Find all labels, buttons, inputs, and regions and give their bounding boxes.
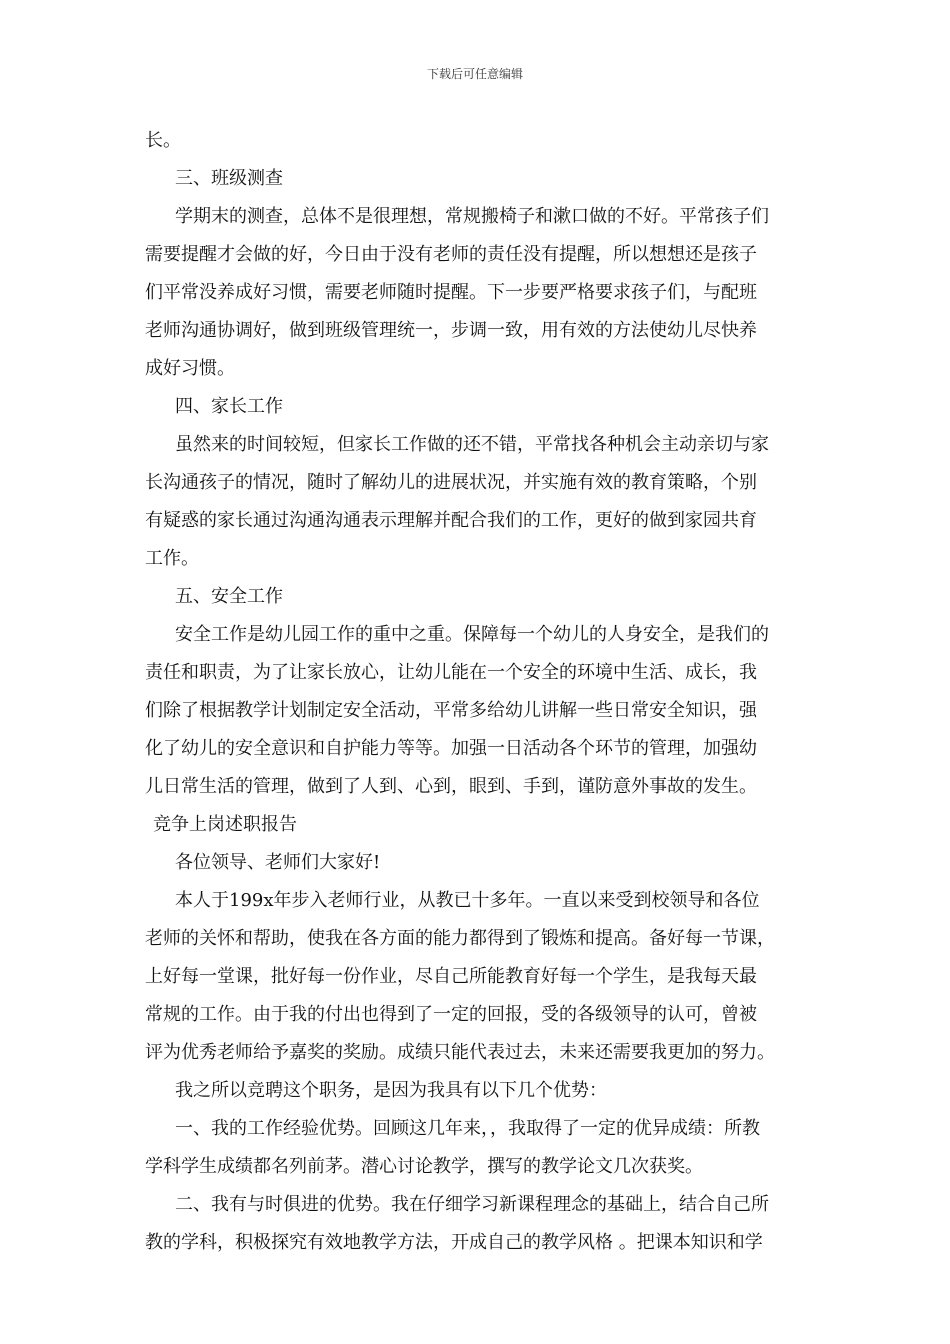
text-line: 安全工作是幼儿园工作的重中之重。保障每一个幼儿的人身安全，是我们的 bbox=[175, 624, 769, 645]
text-line: 一、我的工作经验优势。回顾这几年来，，我取得了一定的优异成绩：所教 bbox=[175, 1118, 760, 1139]
text-line: 们除了根据教学计划制定安全活动，平常多给幼儿讲解一些日常安全知识，强 bbox=[145, 700, 757, 721]
text-line: 化了幼儿的安全意识和自护能力等等。加强一日活动各个环节的管理，加强幼 bbox=[145, 738, 757, 759]
text-line: 儿日常生活的管理，做到了人到、心到，眼到、手到，谨防意外事故的发生。 bbox=[145, 776, 757, 797]
section-heading: 四、家长工作 bbox=[175, 396, 283, 417]
text-line: 老师沟通协调好，做到班级管理统一，步调一致，用有效的方法使幼儿尽快养 bbox=[145, 320, 757, 341]
text-line: 学期末的测查，总体不是很理想，常规搬椅子和漱口做的不好。平常孩子们 bbox=[175, 206, 769, 227]
section-heading: 三、班级测查 bbox=[175, 168, 283, 189]
text-line: 教的学科，积极探究有效地教学方法，开成自己的教学风格 。把课本知识和学 bbox=[145, 1232, 763, 1253]
text-line: 评为优秀老师给予嘉奖的奖励。成绩只能代表过去，未来还需要我更加的努力。 bbox=[145, 1042, 775, 1063]
text-line: 责任和职责，为了让家长放心，让幼儿能在一个安全的环境中生活、成长，我 bbox=[145, 662, 757, 683]
text-line: 本人于199x年步入老师行业，从教已十多年。一直以来受到校领导和各位 bbox=[175, 890, 760, 911]
text-line: 上好每一堂课，批好每一份作业，尽自己所能教育好每一个学生，是我每天最 bbox=[145, 966, 757, 987]
report-title: 竞争上岗述职报告 bbox=[153, 814, 297, 835]
text-line: 长沟通孩子的情况，随时了解幼儿的进展状况，并实施有效的教育策略，个别 bbox=[145, 472, 757, 493]
text-line: 需要提醒才会做的好，今日由于没有老师的责任没有提醒，所以想想还是孩子 bbox=[145, 244, 757, 265]
text-line: 我之所以竞聘这个职务，是因为我具有以下几个优势： bbox=[175, 1080, 607, 1101]
text-line: 们平常没养成好习惯，需要老师随时提醒。下一步要严格要求孩子们，与配班 bbox=[145, 282, 757, 303]
page-header: 下载后可任意编辑 bbox=[426, 67, 523, 81]
text-line: 工作。 bbox=[145, 548, 199, 569]
text-line: 虽然来的时间较短，但家长工作做的还不错，平常找各种机会主动亲切与家 bbox=[175, 434, 769, 455]
text-line: 成好习惯。 bbox=[145, 358, 235, 379]
text-line: 学科学生成绩都名列前茅。潜心讨论教学，撰写的教学论文几次获奖。 bbox=[145, 1156, 703, 1177]
text-line: 老师的关怀和帮助，使我在各方面的能力都得到了锻炼和提高。备好每一节课， bbox=[145, 928, 775, 949]
text-line: 常规的工作。由于我的付出也得到了一定的回报，受的各级领导的认可，曾被 bbox=[145, 1004, 757, 1025]
text-line: 长。 bbox=[145, 130, 181, 151]
document-body bbox=[145, 122, 810, 1262]
text-line: 二、我有与时俱进的优势。我在仔细学习新课程理念的基础上，结合自己所 bbox=[175, 1194, 769, 1215]
text-line: 有疑惑的家长通过沟通沟通表示理解并配合我们的工作，更好的做到家园共育 bbox=[145, 510, 757, 531]
greeting: 各位领导、老师们大家好! bbox=[175, 852, 381, 873]
section-heading: 五、安全工作 bbox=[175, 586, 283, 607]
